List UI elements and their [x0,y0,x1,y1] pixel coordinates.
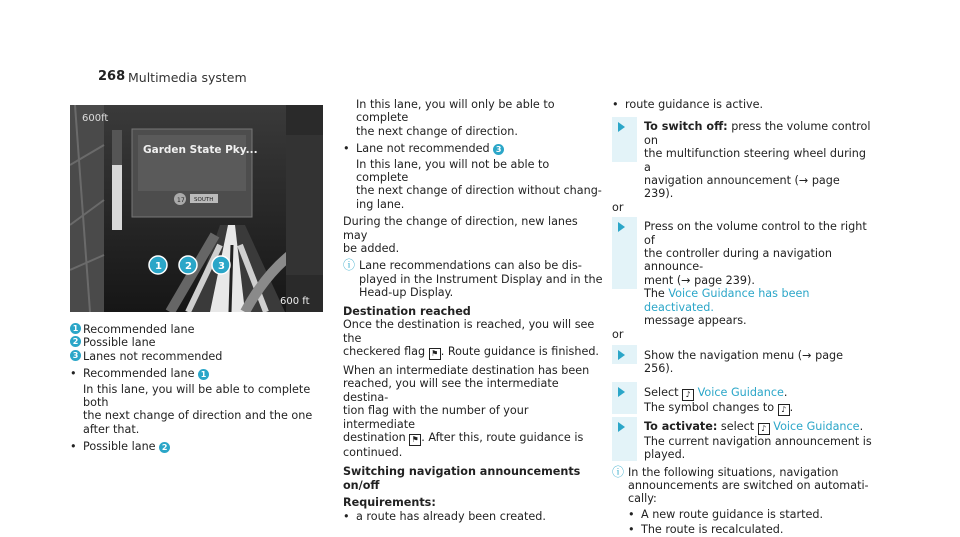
checkered-flag-icon: ⚑ [429,348,441,360]
step-show-menu: Show the navigation menu (→ page 256). [612,349,872,376]
page-number: 268 [98,69,126,84]
step-arrow-icon [618,122,625,132]
svg-text:3: 3 [218,261,225,272]
distance-bottom-text: 600 ft [280,296,310,307]
svg-text:1: 1 [155,261,162,272]
requirement-item: • a route has already been created. [343,509,546,523]
requirements-heading: Requirements: [343,496,436,510]
info-note: ⓘ Lane recommendations can also be dis- played in the Instrument Display and in the Head-up Display. [343,258,603,300]
section-title: Multimedia system [128,70,247,85]
step-arrow-icon [618,422,625,432]
deactivated-message: Voice Guidance has been deactivated. [644,287,810,314]
requirement-item: • route guidance is active. [612,98,764,111]
lane-marker-2 [179,256,197,274]
lane-change-paragraph: During the change of direction, new lanes may be added. [343,215,578,256]
switching-heading: Switching navigation announcements on/off [343,465,581,492]
lane-marker-1 [149,256,167,274]
voice-guidance-off-icon: ♪ [758,423,770,435]
lane-continued-text: In this lane, you will only be able to complete the next change of direction. [356,98,555,138]
road-name-text: Garden State Pky... [143,144,258,156]
navigation-screen-image [70,105,323,312]
distance-top-text: 600ft [82,113,109,124]
legend-item: 1 Recommended lane [70,323,332,336]
step-press-control: Press on the volume control to the right of the controller during a navigation announce- ment (→ page 239). The Voice Guidance has been deactivated. message appears. [612,220,872,327]
destination-text-1: Once the destination is reached, you will see the checkered flag ⚑ . Route guidance is finished. [343,318,599,358]
bullet-possible-lane: • Possible lane 2 [70,440,332,453]
info-icon: ⓘ [343,258,356,273]
step-arrow-icon [618,222,625,232]
voice-guidance-on-icon: ♪ [682,389,694,401]
legend-item: 3 Lanes not recommended [70,350,332,363]
lane-marker-3 [212,256,230,274]
bullet-recommended-lane: • Recommended lane 1 [70,367,332,380]
svg-text:2: 2 [185,261,192,272]
route-number-text: 17 [177,197,185,204]
step-arrow-icon [618,387,625,397]
auto-item: • A new route guidance is started. [628,507,824,521]
step-activate: To activate: select ♪ Voice Guidance. The current navigation announcement is played. [612,420,872,462]
navigation-screen-graphic [70,105,323,312]
or-text: or [612,200,624,214]
bullet-recommended-lane-text: In this lane, you will be able to complete both the next change of direction and the one after that. [83,382,313,436]
bullet-lane-not-recommended: • Lane not recommended 3 [343,142,603,155]
column-2 [343,98,603,523]
auto-item: • The route is recalculated. [628,523,784,537]
destination-heading: Destination reached [343,304,471,318]
voice-guidance-off-icon: ♪ [778,404,790,416]
step-arrow-icon [618,350,625,360]
column-3 [612,98,872,537]
legend-item: 2 Possible lane [70,336,332,349]
or-text: or [612,327,624,341]
step-switch-off: To switch off: press the volume control on the multifunction steering wheel during a navigation announcement (→ page 239). [612,120,872,200]
intermediate-flag-icon: ⚑ [409,434,421,446]
destination-text-2: When an intermediate destination has been reached, you will see the intermediate destina- tion flag with the number of your intermediate destination ⚑ . After this, route guidance is continued. [343,363,590,459]
column-1 [70,323,332,454]
bullet-lane-not-recommended-text: In this lane, you will not be able to complete the next change of direction without chang- ing lane. [356,157,602,211]
info-icon: ⓘ [612,464,625,479]
direction-text: SOUTH [194,197,214,203]
step-select-voice-guidance: Select ♪ Voice Guidance. The symbol changes to ♪ . [612,386,872,416]
info-auto-on: ⓘ In the following situations, navigation announcements are switched on automati- cally: [612,464,869,506]
